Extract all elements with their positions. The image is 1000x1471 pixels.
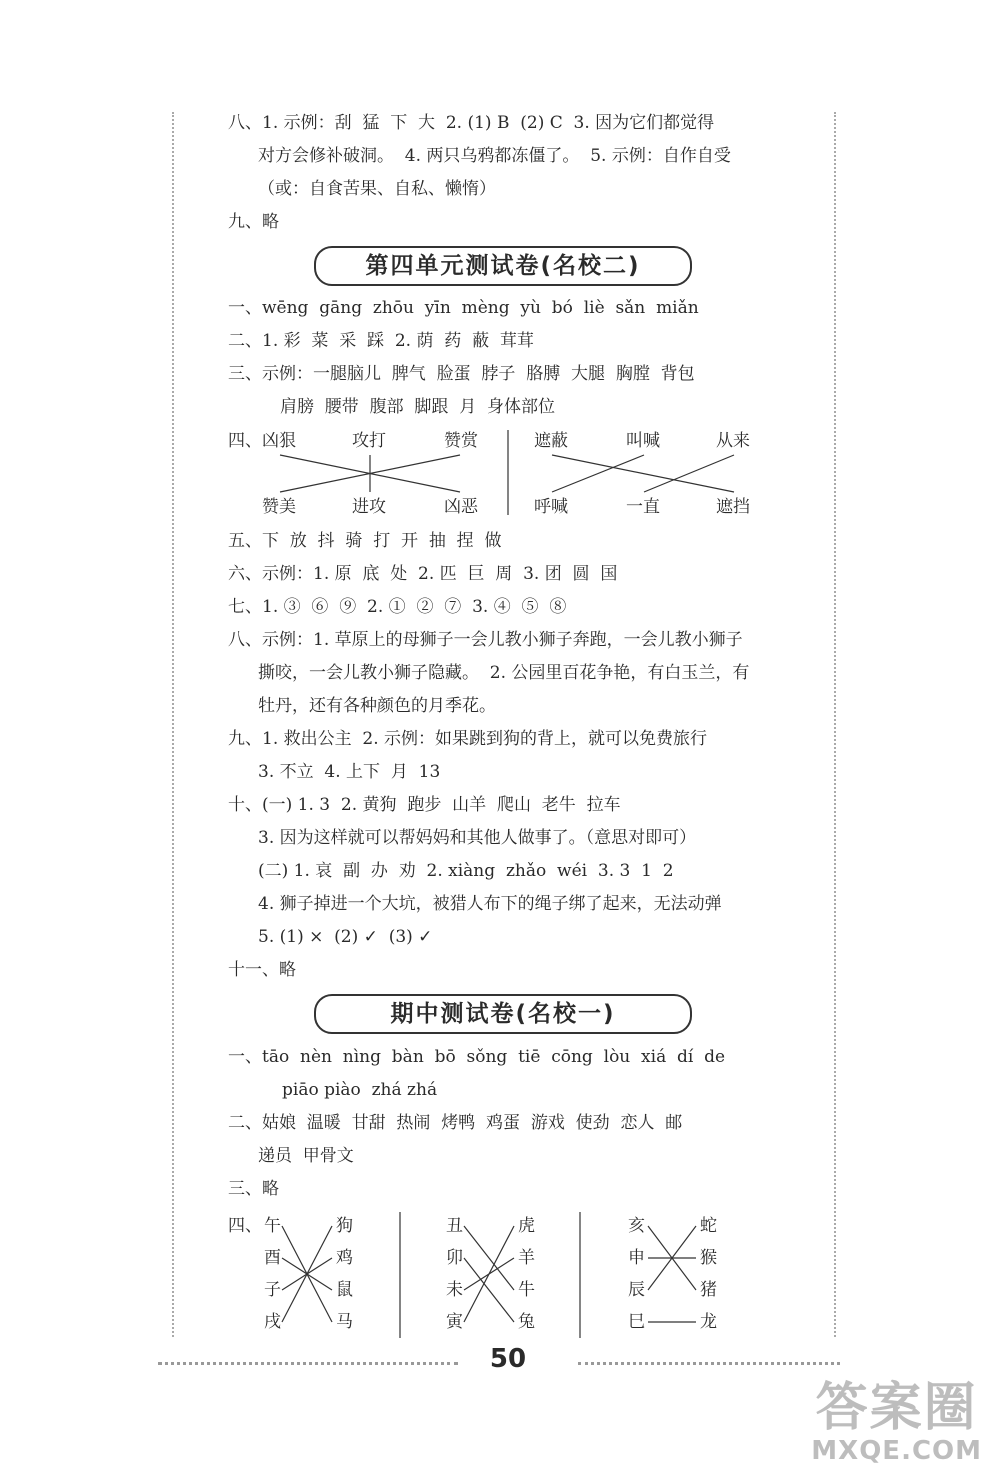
match-bottom-word: 呼喊 <box>534 497 568 517</box>
answer-line: 牡丹，还有各种颜色的月季花。 <box>258 696 496 716</box>
page-number: 50 <box>489 1344 527 1374</box>
zodiac-animal: 蛇 <box>700 1216 717 1236</box>
answer-line: 九、1. 救出公主 2. 示例：如果跳到狗的背上，就可以免费旅行 <box>228 729 708 749</box>
match-top-word: 赞赏 <box>444 431 478 451</box>
zodiac-branch: 午 <box>264 1216 281 1236</box>
zodiac-animal: 鼠 <box>336 1280 353 1300</box>
zodiac-animal: 兔 <box>518 1312 535 1332</box>
zodiac-animal: 猴 <box>700 1248 717 1268</box>
answer-line: 二、姑娘 温暖 甘甜 热闹 烤鸭 鸡蛋 游戏 使劲 恋人 邮 <box>228 1113 683 1133</box>
answer-line: 3. 不立 4. 上下 月 13 <box>258 762 441 782</box>
left-margin-rule <box>172 112 174 1337</box>
answer-line: 对方会修补破洞。 4. 两只乌鸦都冻僵了。 5. 示例：自作自受 <box>258 146 731 166</box>
zodiac-branch: 丑 <box>446 1216 463 1236</box>
watermark-logo <box>811 1380 982 1466</box>
footer-rule-left <box>158 1362 458 1365</box>
zodiac-animal: 羊 <box>518 1248 535 1268</box>
answer-line: 五、下 放 抖 骑 打 开 抽 捏 做 <box>228 531 502 551</box>
answer-line: 3. 因为这样就可以帮妈妈和其他人做事了。（意思对即可） <box>258 828 697 848</box>
answer-line: 一、tāo nèn nìng bàn bō sǒng tiē cōng lòu xiá dí de <box>228 1047 726 1067</box>
zodiac-animal: 猪 <box>700 1280 717 1300</box>
match-top-word: 从来 <box>716 431 750 451</box>
question-prefix: 四、 <box>228 1216 262 1236</box>
answer-line: （或：自食苦果、自私、懒惰） <box>258 179 496 199</box>
zodiac-branch: 寅 <box>446 1312 463 1332</box>
zodiac-branch: 未 <box>446 1280 463 1300</box>
zodiac-animal: 鸡 <box>336 1248 353 1268</box>
zodiac-animal: 虎 <box>518 1216 535 1236</box>
answer-line: 十、(一) 1. 3 2. 黄狗 跑步 山羊 爬山 老牛 拉车 <box>228 795 621 815</box>
answer-line: 撕咬，一会儿教小狮子隐藏。 2. 公园里百花争艳，有白玉兰，有 <box>258 663 750 683</box>
footer-rule-right <box>578 1362 840 1365</box>
right-margin-rule <box>834 112 836 1337</box>
match-bottom-word: 遮挡 <box>716 497 750 517</box>
section-title-midterm: 期中测试卷(名校一) <box>314 994 692 1034</box>
answer-line: 八、1. 示例：刮 猛 下 大 2. (1) B (2) C 3. 因为它们都觉得 <box>228 113 715 133</box>
answer-line: 六、示例：1. 原 底 处 2. 匹 巨 周 3. 团 圆 国 <box>228 564 618 584</box>
answer-line: 二、1. 彩 菜 采 踩 2. 荫 药 蔽 茸茸 <box>228 331 534 351</box>
zodiac-animal: 牛 <box>518 1280 535 1300</box>
question-prefix: 四、 <box>228 431 262 451</box>
zodiac-branch: 卯 <box>446 1248 463 1268</box>
zodiac-branch: 子 <box>264 1280 281 1300</box>
answer-line: 肩膀 腰带 腹部 脚跟 月 身体部位 <box>280 397 556 417</box>
zodiac-branch: 亥 <box>628 1216 645 1236</box>
zodiac-branch: 酉 <box>264 1248 281 1268</box>
match-top-word: 凶狠 <box>262 431 296 451</box>
zodiac-animal: 马 <box>336 1312 353 1332</box>
match-top-word: 攻打 <box>352 431 386 451</box>
answer-line: 一、wēng gāng zhōu yīn mèng yù bó liè sǎn miǎn <box>228 298 699 318</box>
answer-line: 九、略 <box>228 212 279 232</box>
match-bottom-word: 进攻 <box>352 497 386 517</box>
watermark-url: MXQE.COM <box>811 1436 982 1466</box>
section-title-unit4: 第四单元测试卷(名校二) <box>314 246 692 286</box>
zodiac-animal: 狗 <box>336 1216 353 1236</box>
zodiac-branch: 巳 <box>628 1312 645 1332</box>
match-bottom-word: 赞美 <box>262 497 296 517</box>
answer-line: 十一、略 <box>228 960 296 980</box>
answer-line: 4. 狮子掉进一个大坑，被猎人布下的绳子绑了起来，无法动弹 <box>258 894 722 914</box>
match-bottom-word: 凶恶 <box>444 497 478 517</box>
match-bottom-word: 一直 <box>626 497 660 517</box>
zodiac-branch: 戌 <box>264 1312 281 1332</box>
answer-line: 八、示例：1. 草原上的母狮子一会儿教小狮子奔跑，一会儿教小狮子 <box>228 630 743 650</box>
answer-line: 三、略 <box>228 1179 279 1199</box>
zodiac-branch: 申 <box>628 1248 645 1268</box>
match-top-word: 叫喊 <box>626 431 660 451</box>
answer-line: 5. (1) × (2) ✓ (3) ✓ <box>258 927 433 947</box>
zodiac-branch: 辰 <box>628 1280 645 1300</box>
match-top-word: 遮蔽 <box>534 431 568 451</box>
answer-line: 递员 甲骨文 <box>258 1146 354 1166</box>
answer-line: piāo piào zhá zhá <box>282 1080 438 1100</box>
zodiac-animal: 龙 <box>700 1312 717 1332</box>
answer-line: (二) 1. 哀 副 办 劝 2. xiàng zhǎo wéi 3. 3 1 2 <box>258 861 674 881</box>
watermark-title: 答案圈 <box>815 1378 978 1438</box>
answer-line: 七、1. ③ ⑥ ⑨ 2. ① ② ⑦ 3. ④ ⑤ ⑧ <box>228 597 567 617</box>
answer-line: 三、示例：一腿脑儿 脾气 脸蛋 脖子 胳膊 大腿 胸膛 背包 <box>228 364 695 384</box>
